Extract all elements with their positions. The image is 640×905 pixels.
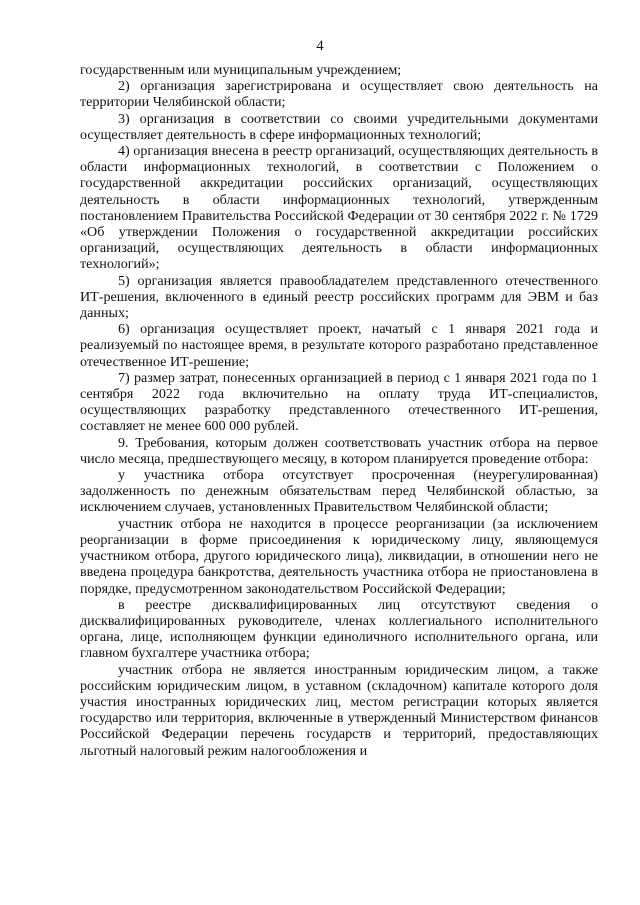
paragraph-section-9: 9. Требования, которым должен соответствовать участник отбора на первое число месяца, предшествующего месяцу, в котором планируется проведение отбора: — [80, 434, 598, 467]
paragraph-continued: государственным или муниципальным учреждением; — [80, 62, 402, 78]
paragraph-requirement-debt: у участника отбора отсутствует просроченная (неурегулированная) задолженность по денежным обязательствам перед Челябинской областью, за исключением случаев, установленных Правительством Челябинской области; — [80, 467, 598, 516]
document-body — [80, 62, 598, 759]
page-number: 4 — [316, 38, 324, 54]
paragraph-item-7: 7) размер затрат, понесенных организацией в период с 1 января 2021 года по 1 сентября 2022 года включительно на оплату труда ИТ-специалистов, осуществляющих разработку представленного отечественного ИТ-решения, составляет не менее 600 000 рублей. — [80, 369, 598, 435]
paragraph-item-3: 3) организация в соответствии со своими учредительными документами осуществляет деятельность в сфере информационных технологий; — [80, 110, 598, 143]
paragraph-requirement-disqualified: в реестре дисквалифицированных лиц отсутствуют сведения о дисквалифицированных руководителе, членах коллегиального исполнительного органа, лице, исполняющем функции единоличного исполнительного органа, или главном бухгалтере участника отбора; — [80, 596, 598, 662]
paragraph-item-5: 5) организация является правообладателем представленного отечественного ИТ-решения, включенного в единый реестр российских программ для ЭВМ и баз данных; — [80, 272, 598, 322]
paragraph-requirement-foreign: участник отбора не является иностранным юридическим лицом, а также российским юридическим лицом, в уставном (складочном) капитале которого доля участия иностранных юридических лиц, местом регистрации которых является государство или территория, включенные в утвержденный Министерством финансов Российской Федерации перечень государств и территорий, предоставляющих льготный налоговый режим налогообложения и — [80, 661, 598, 759]
paragraph-requirement-reorganization: участник отбора не находится в процессе реорганизации (за исключением реорганизации в форме присоединения к юридическому лицу, являющемуся участником отбора, другого юридического лица), ликвидации, в отношении него не введена процедура банкротства, деятельность участника отбора не приостановлена в порядке, предусмотренном законодательством Российской Федерации; — [80, 515, 598, 597]
paragraph-item-6: 6) организация осуществляет проект, начатый с 1 января 2021 года и реализуемый по настоящее время, в результате которого разработано представленное отечественное ИТ-решение; — [80, 321, 598, 370]
paragraph-item-2: 2) организация зарегистрирована и осуществляет свою деятельность на территории Челябинской области; — [80, 78, 598, 111]
paragraph-item-4: 4) организация внесена в реестр организаций, осуществляющих деятельность в области информационных технологий, в соответствии с Положением о государственной аккредитации российских организаций, осуществляющих деятельность в области информационных технологий, утвержденным постановлением Правительства Российской Федерации от 30 сентября 2022 г. № 1729 «Об утверждении Положения о государственной аккредитации российских организаций, осуществляющих деятельность в области информационных технологий»; — [80, 143, 598, 273]
